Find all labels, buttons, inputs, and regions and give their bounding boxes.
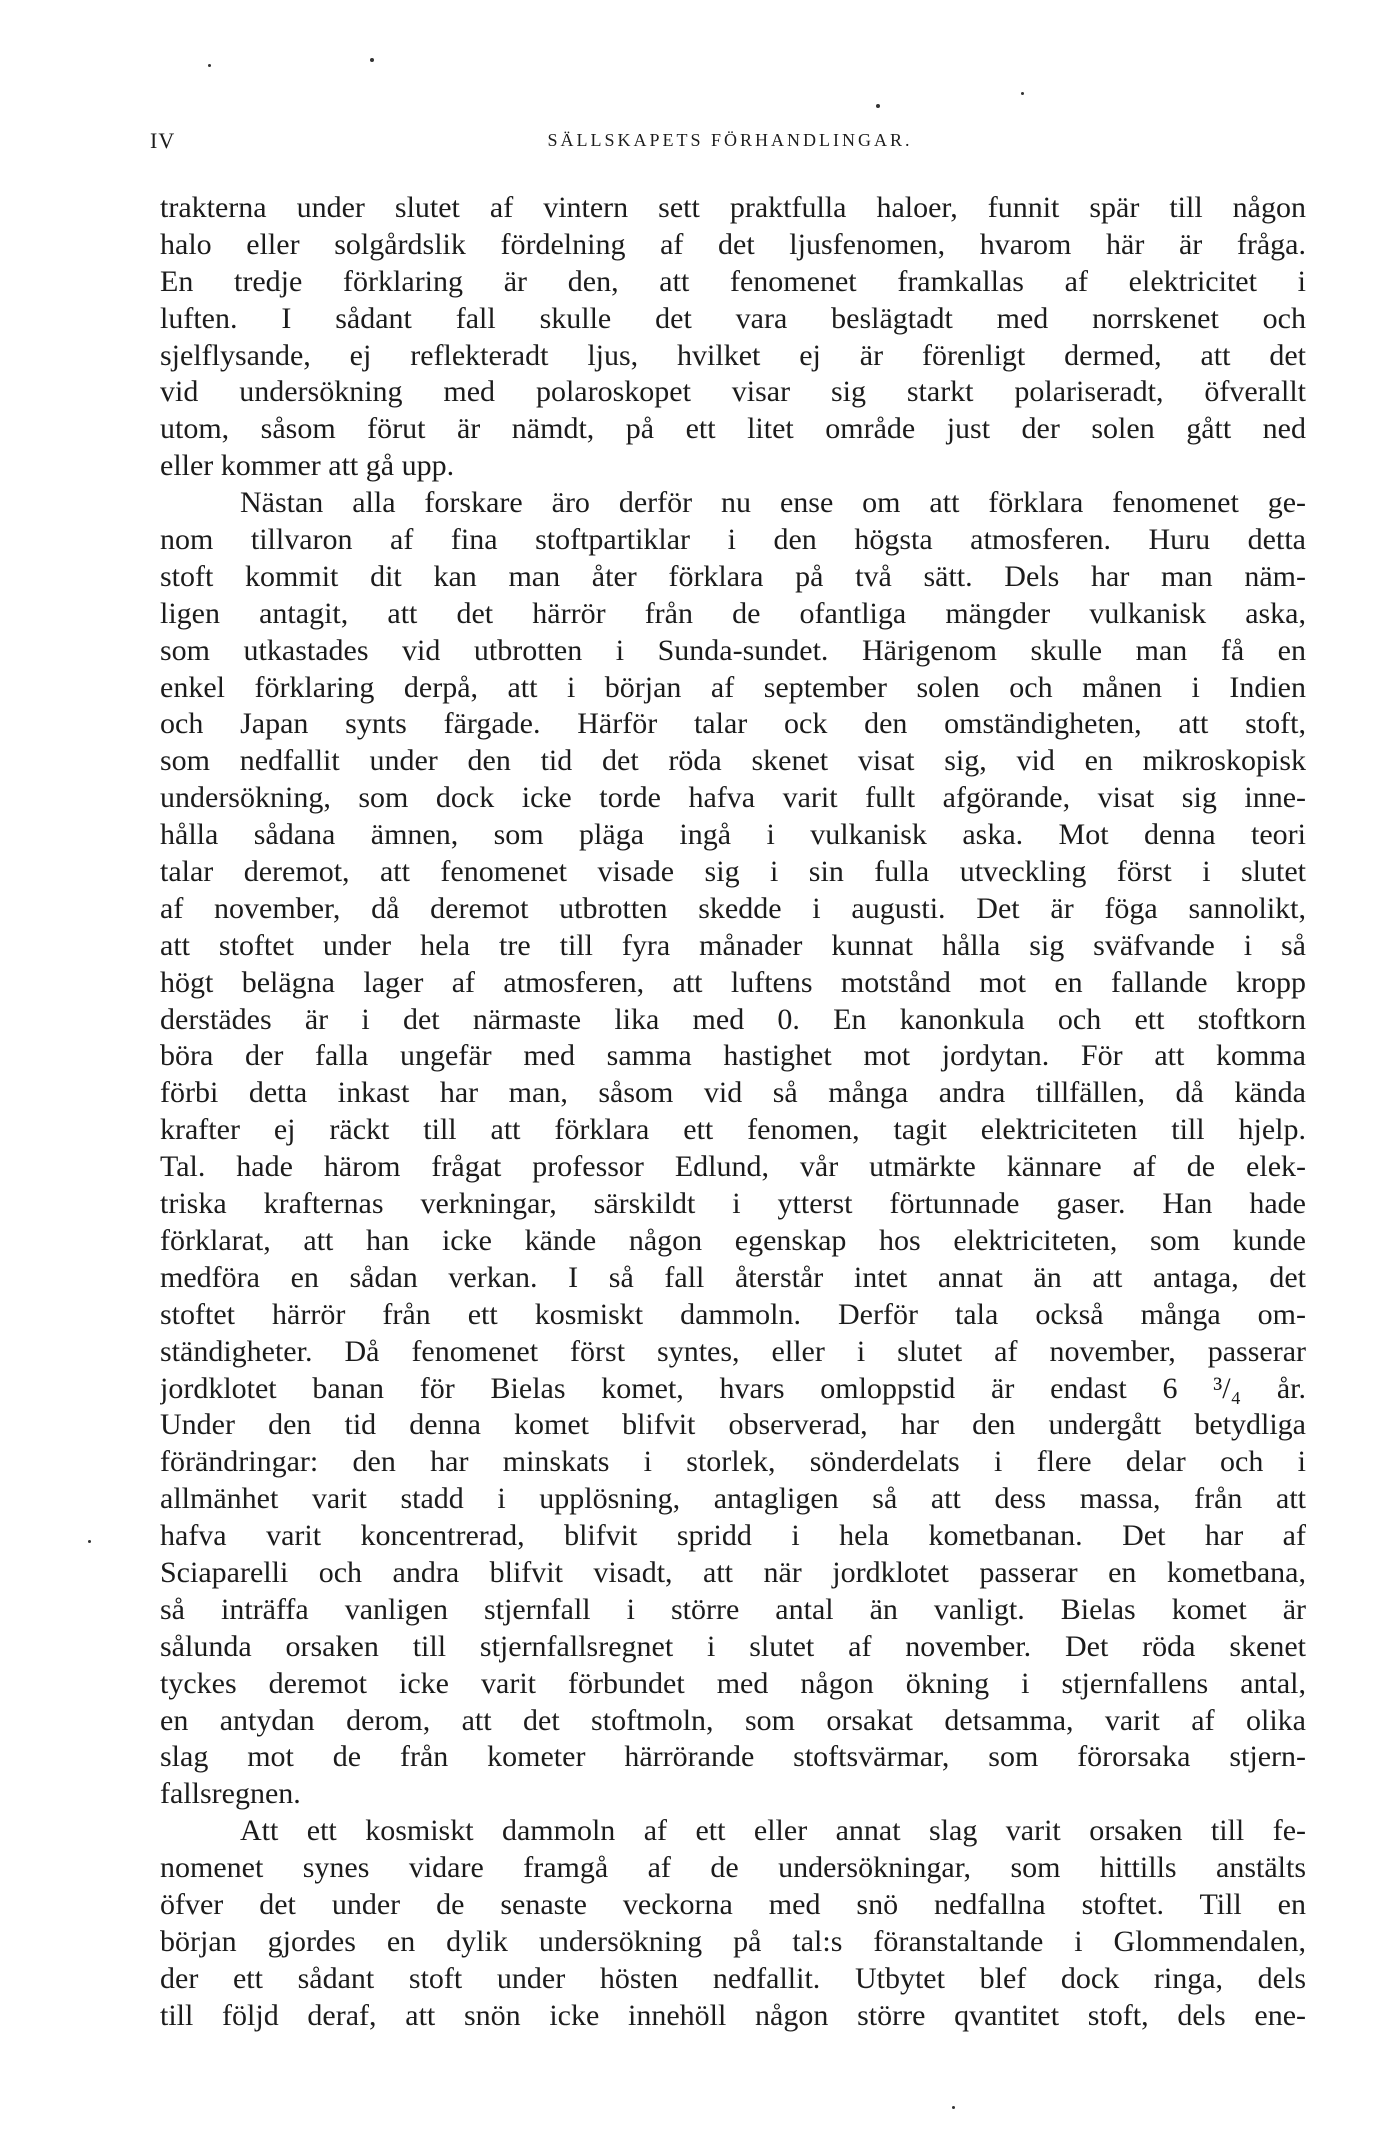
text-line: sålunda orsaken till stjernfallsregnet i slutet af november. Det röda skenet	[160, 1629, 1306, 1663]
text-line: högt belägna lager af atmosferen, att luftens motstånd mot en fallande kropp	[160, 965, 1306, 999]
text-line: luften. I sådant fall skulle det vara beslägtadt med norrskenet och	[160, 301, 1306, 335]
text-line: halo eller solgårdslik fördelning af det ljusfenomen, hvarom här är fråga.	[160, 227, 1306, 261]
text-line: eller kommer att gå upp.	[160, 449, 455, 483]
text-line: hafva varit koncentrerad, blifvit spridd i hela kometbanan. Det har af	[160, 1519, 1306, 1553]
text-line: ständigheter. Då fenomenet först syntes, eller i slutet af november, passerar	[160, 1334, 1306, 1368]
scan-speck	[1021, 92, 1024, 95]
text-line: och Japan synts färgade. Härför talar ock den omständigheten, att stoft,	[160, 707, 1306, 741]
text-line: trakterna under slutet af vintern sett praktfulla haloer, funnit spär till någon	[160, 191, 1306, 224]
text-line: medföra en sådan verkan. I så fall återstår intet annat än att antaga, det	[160, 1260, 1306, 1294]
text-line: så inträffa vanligen stjernfall i större antal än vanligt. Bielas komet är	[160, 1592, 1306, 1626]
scan-speck	[208, 64, 211, 67]
scan-speck	[952, 2106, 955, 2109]
text-line: öfver det under de senaste veckorna med snö nedfallna stoftet. Till en	[160, 1887, 1306, 1921]
text-line: vid undersökning med polaroskopet visar sig starkt polariseradt, öfverallt	[160, 375, 1306, 409]
page-number: IV	[150, 128, 176, 153]
text-line: Tal. hade härom frågat professor Edlund, vår utmärkte kännare af de elek-	[160, 1150, 1306, 1184]
text-line: sjelflysande, ej reflekteradt ljus, hvilket ej är förenligt dermed, att det	[160, 338, 1306, 372]
body-text	[160, 190, 1306, 2035]
scan-speck	[88, 1540, 91, 1543]
text-line: Sciaparelli och andra blifvit visadt, att när jordklotet passerar en kometbana,	[160, 1555, 1306, 1589]
scan-speck	[370, 58, 374, 62]
text-line: förklarat, att han icke kände någon egenskap hos elektriciteten, som kunde	[160, 1223, 1306, 1257]
text-line: början gjordes en dylik undersökning på tal:s föranstaltande i Glommendalen,	[160, 1924, 1306, 1958]
text-line: talar deremot, att fenomenet visade sig i sin fulla utveckling först i slutet	[160, 855, 1306, 889]
running-head: SÄLLSKAPETS FÖRHANDLINGAR.	[547, 130, 913, 150]
text-line: stoftet härrör från ett kosmiskt dammoln. Derför tala också många om-	[160, 1297, 1306, 1331]
text-line: af november, då deremot utbrotten skedde i augusti. Det är föga sannolikt,	[160, 891, 1306, 925]
page-header	[150, 128, 1310, 168]
text-line: till följd deraf, att snön icke innehöll någon större qvantitet stoft, dels ene-	[160, 1998, 1306, 2032]
text-line: en antydan derom, att det stoftmoln, som orsakat detsamma, varit af olika	[160, 1703, 1306, 1737]
text-line: nomenet synes vidare framgå af de undersökningar, som hittills anstälts	[160, 1851, 1306, 1885]
text-line: allmänhet varit stadd i upplösning, antagligen så att dess massa, från att	[160, 1482, 1306, 1516]
text-line: som utkastades vid utbrotten i Sunda-sundet. Härigenom skulle man få en	[160, 633, 1306, 667]
text-line: krafter ej räckt till att förklara ett fenomen, tagit elektriciteten till hjelp.	[160, 1113, 1306, 1147]
text-line: tyckes deremot icke varit förbundet med någon ökning i stjernfallens antal,	[160, 1666, 1306, 1700]
text-line: slag mot de från kometer härrörande stoftsvärmar, som förorsaka stjern-	[160, 1740, 1306, 1774]
text-line: jordklotet banan för Bielas komet, hvars omloppstid är endast 6 ³/₄ år.	[160, 1371, 1306, 1405]
text-line: derstädes är i det närmaste lika med 0. En kanonkula och ett stoftkorn	[160, 1002, 1306, 1036]
text-line: hålla sådana ämnen, som pläga ingå i vulkanisk aska. Mot denna teori	[160, 818, 1306, 852]
text-line: förbi detta inkast har man, såsom vid så många andra tillfällen, då kända	[160, 1076, 1306, 1110]
text-line: Under den tid denna komet blifvit observerad, har den undergått betydliga	[160, 1408, 1306, 1442]
text-line: Nästan alla forskare äro derför nu ense om att förklara fenomenet ge-	[240, 486, 1306, 520]
text-line: böra der falla ungefär med samma hastighet mot jordytan. För att komma	[160, 1039, 1306, 1073]
text-line: der ett sådant stoft under hösten nedfallit. Utbytet blef dock ringa, dels	[160, 1961, 1306, 1995]
text-line: enkel förklaring derpå, att i början af september solen och månen i Indien	[160, 670, 1306, 704]
text-line: Att ett kosmiskt dammoln af ett eller annat slag varit orsaken till fe-	[240, 1814, 1306, 1848]
text-line: fallsregnen.	[160, 1777, 301, 1811]
text-line: undersökning, som dock icke torde hafva varit fullt afgörande, visat sig inne-	[160, 781, 1306, 815]
text-line: att stoftet under hela tre till fyra månader kunnat hålla sig sväfvande i så	[160, 928, 1306, 962]
text-line: förändringar: den har minskats i storlek, sönderdelats i flere delar och i	[160, 1445, 1306, 1479]
scan-speck	[876, 104, 880, 108]
text-line: ligen antagit, att det härrör från de ofantliga mängder vulkanisk aska,	[160, 596, 1306, 630]
text-line: utom, såsom förut är nämdt, på ett litet område just der solen gått ned	[160, 412, 1306, 446]
text-line: triska krafternas verkningar, särskildt i ytterst förtunnade gaser. Han hade	[160, 1187, 1306, 1221]
text-line: som nedfallit under den tid det röda skenet visat sig, vid en mikroskopisk	[160, 744, 1306, 778]
text-line: nom tillvaron af fina stoftpartiklar i den högsta atmosferen. Huru detta	[160, 523, 1306, 557]
text-line: En tredje förklaring är den, att fenomenet framkallas af elektricitet i	[160, 264, 1306, 298]
text-line: stoft kommit dit kan man åter förklara på två sätt. Dels har man näm-	[160, 559, 1306, 593]
